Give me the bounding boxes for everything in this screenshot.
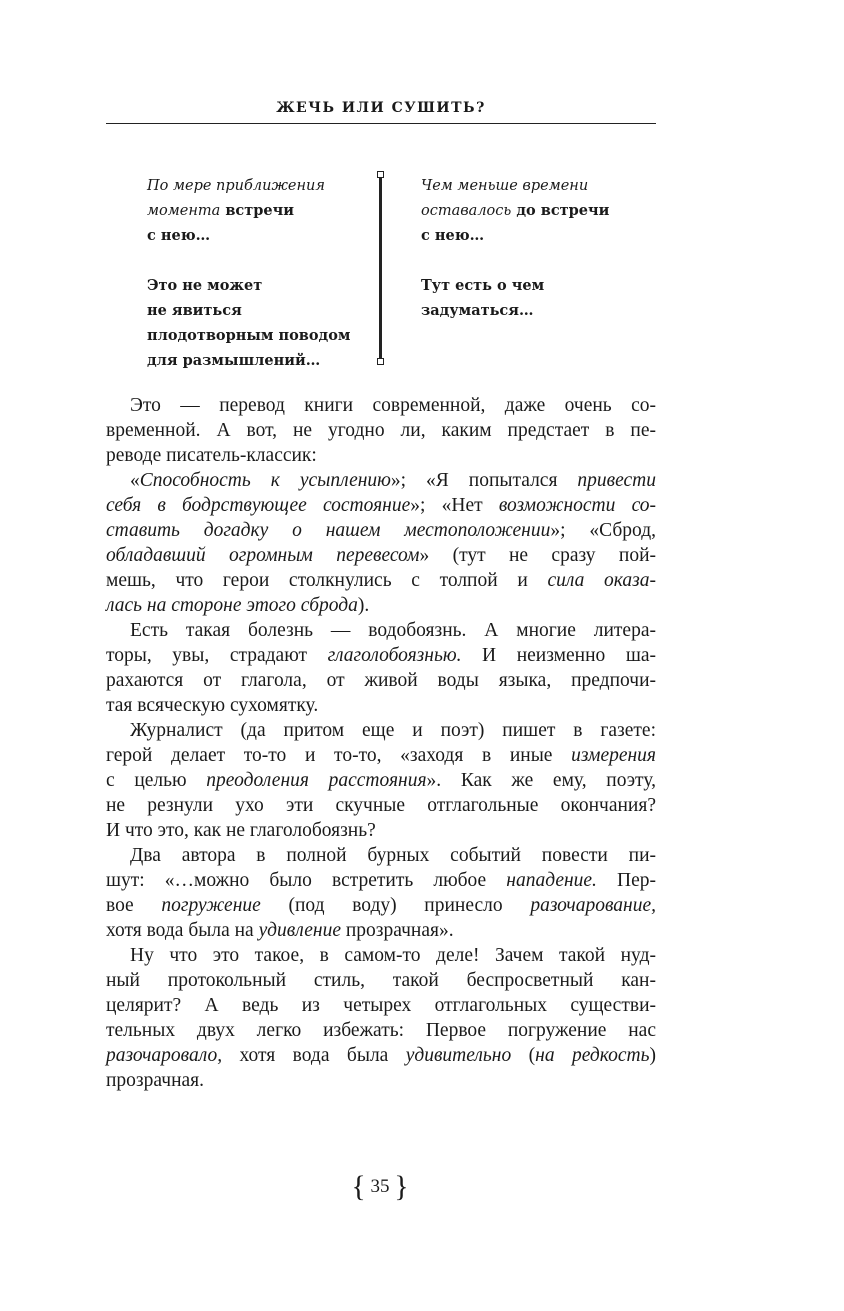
text-segment: хотя вода была на bbox=[106, 920, 259, 941]
text-segment: »; «Сброд, bbox=[550, 520, 656, 541]
body-text bbox=[106, 393, 656, 1093]
text-line bbox=[147, 173, 350, 198]
italic-text: возможности со- bbox=[498, 495, 656, 516]
text-segment: И что это, как не глаголобоязнь? bbox=[106, 820, 376, 841]
italic-text: По мере приближения bbox=[147, 178, 325, 194]
text-line bbox=[106, 868, 656, 893]
text-line bbox=[147, 323, 350, 348]
italic-text: оставалось bbox=[421, 203, 512, 219]
text-line bbox=[106, 443, 656, 468]
text-segment: плодотворным поводом bbox=[147, 327, 351, 344]
italic-text: себя в бодрствующее состояние bbox=[106, 495, 411, 516]
text-segment: мешь, что герои столкнулись с толпой и bbox=[106, 570, 548, 591]
italic-text: сила оказа- bbox=[547, 570, 657, 591]
text-line bbox=[106, 768, 656, 793]
text-line bbox=[106, 593, 656, 618]
italic-text: лась на стороне этого сброда bbox=[106, 595, 358, 616]
brace-right: } bbox=[394, 1170, 409, 1203]
text-segment: тая всяческую сухомятку. bbox=[106, 695, 319, 716]
italic-text: на редкость bbox=[535, 1045, 650, 1066]
text-segment: с целью bbox=[106, 770, 207, 791]
page-number bbox=[340, 1170, 420, 1204]
italic-text: Чем меньше времени bbox=[421, 178, 589, 194]
italic-text: привести bbox=[577, 470, 657, 491]
brace-left: { bbox=[351, 1170, 366, 1203]
text-segment: Это — перевод книги современной, даже очень со- bbox=[130, 395, 656, 416]
column-divider bbox=[379, 174, 382, 362]
text-segment: прозрачная». bbox=[340, 920, 454, 941]
text-segment: тельных двух легко избежать: Первое погружение нас bbox=[106, 1020, 656, 1041]
text-segment: ) bbox=[649, 1045, 656, 1066]
text-line bbox=[106, 1018, 656, 1043]
comparison-left-column bbox=[147, 173, 350, 373]
text-line bbox=[106, 518, 656, 543]
text-line bbox=[147, 348, 350, 373]
text-segment: Тут есть о чем bbox=[421, 277, 545, 294]
text-line bbox=[147, 298, 350, 323]
text-segment: (под воду) принесло bbox=[260, 895, 531, 916]
text-segment: Журналист (да притом еще и поэт) пишет в газете: bbox=[130, 720, 656, 741]
text-line bbox=[106, 693, 656, 718]
text-segment: »; «Нет bbox=[410, 495, 499, 516]
text-segment: хотя вода была bbox=[222, 1045, 406, 1066]
text-segment: »; «Я попытался bbox=[390, 470, 578, 491]
italic-text: момента bbox=[147, 203, 221, 219]
text-line bbox=[106, 993, 656, 1018]
text-line bbox=[106, 643, 656, 668]
text-line bbox=[106, 418, 656, 443]
text-line bbox=[106, 468, 656, 493]
italic-text: погружение bbox=[161, 895, 261, 916]
text-segment: целярит? А ведь из четырех отглагольных существи- bbox=[106, 995, 656, 1016]
italic-text: разочаровало, bbox=[106, 1045, 223, 1066]
text-line bbox=[106, 918, 656, 943]
text-line bbox=[106, 1043, 656, 1068]
text-line bbox=[421, 173, 609, 198]
text-segment: Это не может bbox=[147, 277, 263, 294]
italic-text: ставить догадку о нашем местоположении bbox=[106, 520, 551, 541]
text-line bbox=[147, 198, 350, 223]
text-segment: с нею… bbox=[421, 227, 485, 244]
text-line bbox=[106, 818, 656, 843]
italic-text: Способность к усыплению bbox=[139, 470, 391, 491]
text-line bbox=[421, 298, 609, 323]
text-segment: с нею… bbox=[147, 227, 211, 244]
text-segment: для размышлений… bbox=[147, 352, 321, 369]
text-line bbox=[106, 393, 656, 418]
text-segment: прозрачная. bbox=[106, 1070, 205, 1091]
text-segment: ». Как же ему, поэту, bbox=[426, 770, 656, 791]
text-line bbox=[421, 248, 609, 273]
italic-text: обладавший огромным перевесом bbox=[106, 545, 420, 566]
italic-text: нападение. bbox=[506, 870, 597, 891]
text-segment: реводе писатель-классик: bbox=[106, 445, 317, 466]
text-segment: временной. А вот, не угодно ли, каким предстает в пе- bbox=[106, 420, 656, 441]
text-line bbox=[106, 568, 656, 593]
text-line bbox=[106, 793, 656, 818]
italic-text: глаголобоязнью. bbox=[327, 645, 462, 666]
italic-text: удивление bbox=[258, 920, 341, 941]
italic-text: удивительно bbox=[405, 1045, 512, 1066]
text-line bbox=[106, 968, 656, 993]
text-segment: ). bbox=[357, 595, 370, 616]
text-segment: встречи bbox=[220, 202, 294, 219]
text-line bbox=[106, 618, 656, 643]
text-line bbox=[106, 1068, 656, 1093]
text-segment: Два автора в полной бурных событий повести пи- bbox=[130, 845, 656, 866]
italic-text: разочарование, bbox=[530, 895, 656, 916]
header-rule bbox=[106, 123, 656, 124]
text-line bbox=[106, 943, 656, 968]
text-line bbox=[106, 893, 656, 918]
text-line bbox=[106, 493, 656, 518]
text-segment: не явиться bbox=[147, 302, 242, 319]
comparison-right-column bbox=[421, 173, 609, 323]
page-number-value: 35 bbox=[370, 1176, 390, 1197]
running-header: ЖЕЧЬ ИЛИ СУШИТЬ? bbox=[276, 100, 486, 116]
text-line bbox=[106, 743, 656, 768]
text-segment: ный протокольный стиль, такой беспросветный кан- bbox=[106, 970, 656, 991]
text-line bbox=[421, 198, 609, 223]
text-segment: вое bbox=[106, 895, 162, 916]
text-segment: герой делает то-то и то-то, «заходя в иные bbox=[106, 745, 572, 766]
text-segment: рахаются от глагола, от живой воды языка, предпочи- bbox=[106, 670, 656, 691]
text-segment: » (тут не сразу пой- bbox=[419, 545, 656, 566]
text-segment: шут: «…можно было встретить любое bbox=[106, 870, 507, 891]
text-segment: Ну что это такое, в самом-то деле! Зачем такой нуд- bbox=[130, 945, 656, 966]
text-line bbox=[106, 543, 656, 568]
italic-text: преодоления расстояния bbox=[206, 770, 427, 791]
italic-text: измерения bbox=[571, 745, 656, 766]
text-segment: торы, увы, страдают bbox=[106, 645, 328, 666]
text-line bbox=[106, 718, 656, 743]
text-segment: Есть такая болезнь — водобоязнь. А многие литера- bbox=[130, 620, 656, 641]
text-segment: задуматься… bbox=[421, 302, 534, 319]
text-segment: ( bbox=[511, 1045, 536, 1066]
text-line bbox=[147, 273, 350, 298]
text-segment: не резнули ухо эти скучные отглагольные окончания? bbox=[106, 795, 656, 816]
text-line bbox=[106, 668, 656, 693]
text-segment: И неизменно ша- bbox=[461, 645, 656, 666]
text-line bbox=[421, 273, 609, 298]
text-segment: Пер- bbox=[596, 870, 657, 891]
text-line bbox=[106, 843, 656, 868]
text-segment: « bbox=[130, 470, 140, 491]
text-line bbox=[147, 248, 350, 273]
text-line bbox=[147, 223, 350, 248]
text-segment: до встречи bbox=[511, 202, 610, 219]
text-line bbox=[421, 223, 609, 248]
